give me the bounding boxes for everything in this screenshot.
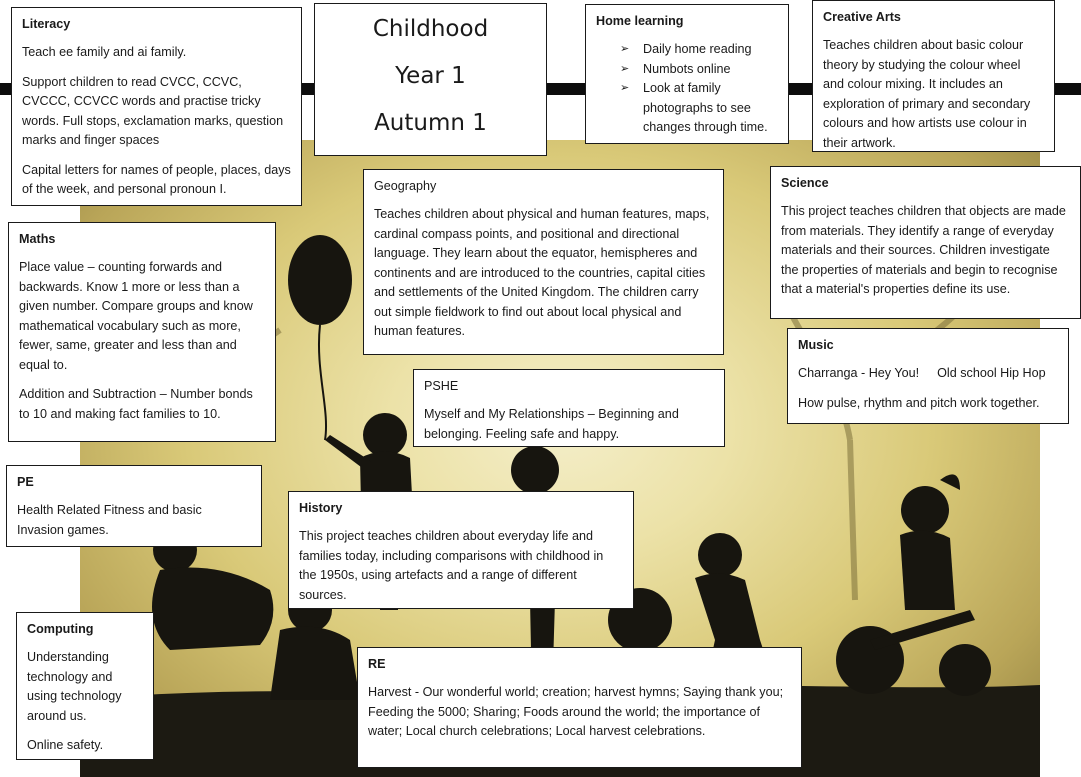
maths-text-1: Place value – counting forwards and backwards. Know 1 more or less than a given number. Compare groups and know mathematical vocabulary such as more, fewer, same, greater and less than and equal to. — [19, 260, 253, 372]
year-group: Year 1 — [395, 63, 466, 89]
re-text: Harvest - Our wonderful world; creation; harvest hymns; Saying thank you; Feeding the 5000; Sharing; Foods around the world; the importance of water; Local church celebrations; Local harvest celebrations. — [368, 685, 784, 738]
literacy-box — [11, 7, 302, 206]
history-heading: History — [299, 501, 343, 515]
science-text: This project teaches children that objects are made from materials. They identify a range of everyday materials and their sources. Children investigate the properties of materials and begin to recognise that a material's properties define its use. — [781, 204, 1066, 296]
music-heading: Music — [798, 338, 834, 352]
pshe-heading: PSHE — [424, 379, 459, 393]
history-text: This project teaches children about everyday life and families today, including comparisons with childhood in the 1950s, using artefacts and a range of different sources. — [299, 529, 604, 602]
music-text: How pulse, rhythm and pitch work together. — [798, 395, 1040, 410]
music-topics — [798, 364, 1058, 384]
pe-heading: PE — [17, 475, 34, 489]
home-learning-list — [596, 40, 778, 138]
home-learning-heading: Home learning — [596, 14, 684, 28]
term: Autumn 1 — [374, 110, 487, 136]
list-item: ➢ Numbots online — [620, 60, 778, 80]
topic-title: Childhood — [372, 16, 489, 42]
arrow-bullet-icon: ➢ — [620, 62, 630, 75]
re-box — [357, 647, 802, 768]
history-box — [288, 491, 634, 609]
pe-text: Health Related Fitness and basic Invasion games. — [17, 503, 202, 537]
list-item: ➢ Look at family photographs to see changes through time. — [620, 81, 768, 134]
geography-heading: Geography — [374, 179, 437, 193]
creative-arts-box — [812, 0, 1055, 152]
computing-heading: Computing — [27, 622, 94, 636]
home-learning-box — [585, 4, 789, 144]
maths-box — [8, 222, 276, 442]
arrow-bullet-icon: ➢ — [620, 82, 630, 94]
computing-box — [16, 612, 154, 760]
computing-text-2: Online safety. — [27, 738, 104, 752]
maths-text-2: Addition and Subtraction – Number bonds to 10 and making fact families to 10. — [19, 387, 253, 421]
re-heading: RE — [368, 657, 386, 671]
literacy-text-1: Teach ee family and ai family. — [22, 45, 187, 59]
pshe-text: Myself and My Relationships – Beginning and belonging. Feeling safe and happy. — [424, 407, 679, 441]
literacy-heading: Literacy — [22, 17, 71, 31]
creative-arts-text: Teaches children about basic colour theory by studying the colour wheel and colour mixing. It includes an exploration of primary and secondary colours and how artists use colour in their artwork. — [823, 38, 1031, 150]
maths-heading: Maths — [19, 232, 56, 246]
creative-arts-heading: Creative Arts — [823, 10, 901, 24]
music-box — [787, 328, 1069, 424]
geography-text: Teaches children about physical and human features, maps, cardinal compass points, and positional and directional language. They learn about the equator, hemispheres and continents and are introduced to the countries, capital cities and settlements of the United Kingdom. The children carry out simple fieldwork to find out about local physical and human features. — [374, 207, 710, 338]
music-topic-2: Old school Hip Hop — [937, 366, 1046, 380]
pe-box — [6, 465, 262, 547]
arrow-bullet-icon: ➢ — [620, 43, 630, 55]
computing-text-1: Understanding technology and using technology around us. — [27, 650, 122, 723]
science-box — [770, 166, 1081, 319]
geography-box — [363, 169, 724, 355]
music-topic-1: Charranga - Hey You! — [798, 366, 920, 380]
literacy-text-3: Capital letters for names of people, places, days of the week, and personal pronoun I. — [22, 162, 291, 196]
literacy-text-2: Support children to read CVCC, CCVC, CVCCC, CCVCC words and practise tricky words. Full stops, exclamation marks, question marks and finger spaces — [22, 74, 284, 147]
pshe-box — [413, 369, 725, 447]
topic-title-box — [314, 3, 547, 156]
list-item: ➢ Daily home reading — [620, 40, 778, 60]
science-heading: Science — [781, 176, 829, 190]
